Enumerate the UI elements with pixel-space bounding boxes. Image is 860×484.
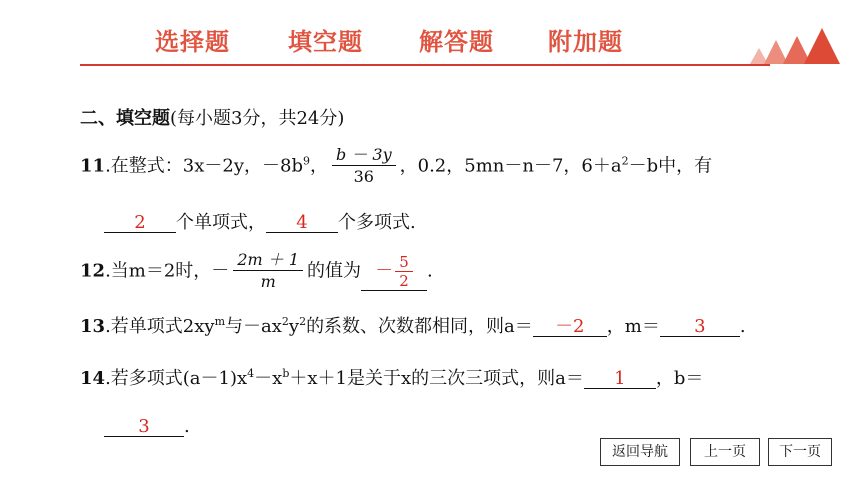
q11-text-t2: 个多项式. xyxy=(338,212,416,233)
q14-text-mid1: －x xyxy=(254,368,283,389)
q13-sup-2a: 2 xyxy=(281,315,289,328)
q13-text-post: . xyxy=(739,316,746,337)
tab-fill-blank[interactable]: 填空题 xyxy=(288,28,363,56)
q12-text-post: . xyxy=(427,260,433,282)
q13-text-mid4: ，m＝ xyxy=(606,316,660,337)
q12-frac-num: 2m ＋ 1 xyxy=(233,250,303,271)
q11-sup-2: 2 xyxy=(621,154,629,168)
q14-text-pre: .若多项式(a－1)x xyxy=(105,368,248,389)
q13-text-pre: .若单项式2xy xyxy=(105,316,215,337)
back-to-nav-button[interactable]: 返回导航 xyxy=(600,438,680,466)
answer-blank-2: 3 xyxy=(104,418,184,437)
q12-answer-den: 2 xyxy=(399,272,409,290)
q12-answer-fraction xyxy=(395,253,413,290)
question-11 xyxy=(80,145,712,188)
q12-answer-sign: － xyxy=(375,260,394,282)
q14-text-post: . xyxy=(184,416,190,437)
q12-text-mid: 的值为 xyxy=(307,260,362,282)
answer-blank-2: 4 xyxy=(266,214,338,233)
question-number: 12 xyxy=(80,260,106,282)
header-divider xyxy=(80,64,770,66)
question-14-continued xyxy=(104,416,190,437)
prev-page-button[interactable]: 上一页 xyxy=(690,438,760,466)
answer-blank-1: 2 xyxy=(104,214,176,233)
q11-frac-num: b － 3y xyxy=(332,145,396,166)
section-title-bold: 二、填空题 xyxy=(80,108,170,129)
q13-sup-m: m xyxy=(214,315,225,328)
q14-text-mid3: ，b＝ xyxy=(655,368,704,389)
question-14 xyxy=(80,364,703,390)
question-12 xyxy=(80,250,433,293)
q11-sup-9: 9 xyxy=(302,154,310,168)
q14-sup-4: 4 xyxy=(247,367,255,380)
q13-text-mid3: 的系数、次数都相同，则a＝ xyxy=(306,316,533,337)
tab-choice[interactable]: 选择题 xyxy=(155,28,230,56)
q11-sep: ， xyxy=(309,155,328,177)
q12-text-pre: .当m＝2时，－ xyxy=(105,260,230,282)
section-title xyxy=(80,104,344,130)
section-title-rest: (每小题3分，共24分) xyxy=(170,108,345,129)
q14-text-mid2: ＋x＋1是关于x的三次三项式，则a＝ xyxy=(289,368,584,389)
q12-fraction xyxy=(233,250,303,293)
q11-fraction xyxy=(332,145,396,188)
q12-frac-den: m xyxy=(260,272,276,291)
q11-frac-den: 36 xyxy=(353,167,374,186)
question-number: 13 xyxy=(80,316,106,337)
q13-text-mid2: y xyxy=(288,316,300,337)
question-11-answers xyxy=(104,208,416,234)
tab-answer[interactable]: 解答题 xyxy=(419,28,494,56)
q13-sup-2b: 2 xyxy=(299,315,307,328)
answer-blank xyxy=(361,253,427,291)
q14-sup-b: b xyxy=(282,367,290,380)
answer-blank-1: －2 xyxy=(533,318,607,337)
answer-blank-1: 1 xyxy=(584,370,656,389)
answer-blank-2: 3 xyxy=(660,318,740,337)
q11-text-post: －b中，有 xyxy=(628,155,713,177)
question-number: 11 xyxy=(80,155,106,177)
q11-text-pre: .在整式：3x－2y，－8b xyxy=(105,155,303,177)
question-13 xyxy=(80,312,746,338)
q11-text-mid: ，0.2，5mn－n－7，6＋a xyxy=(399,155,622,177)
q12-answer-num: 5 xyxy=(395,253,413,272)
tab-bar xyxy=(0,22,860,58)
question-number: 14 xyxy=(80,368,106,389)
next-page-button[interactable]: 下一页 xyxy=(768,438,832,466)
tab-extra[interactable]: 附加题 xyxy=(548,28,623,56)
q13-text-mid1: 与－ax xyxy=(225,316,282,337)
q11-text-t1: 个单项式， xyxy=(176,212,266,233)
